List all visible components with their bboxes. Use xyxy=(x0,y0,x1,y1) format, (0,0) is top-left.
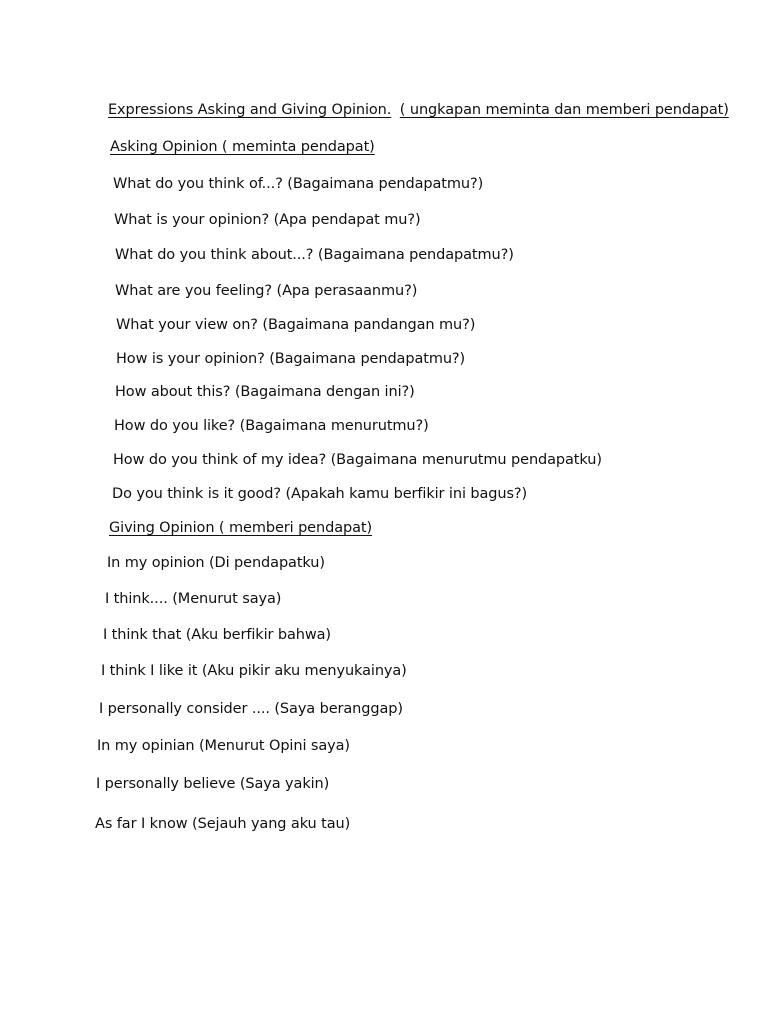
giving-item: I personally consider .... (Saya beranggap) xyxy=(99,701,403,717)
giving-item: As far I know (Sejauh yang aku tau) xyxy=(95,816,351,832)
asking-item: How is your opinion? (Bagaimana pendapatmu?) xyxy=(116,351,466,367)
giving-item: In my opinion (Di pendapatku) xyxy=(107,555,325,571)
asking-item: Do you think is it good? (Apakah kamu berfikir ini bagus?) xyxy=(112,486,528,502)
giving-item: I personally believe (Saya yakin) xyxy=(96,776,330,792)
title-right: ( ungkapan meminta dan memberi pendapat) xyxy=(399,102,729,118)
asking-item: How about this? (Bagaimana dengan ini?) xyxy=(115,384,415,400)
asking-heading: Asking Opinion ( meminta pendapat) xyxy=(110,139,375,155)
title-left: Expressions Asking and Giving Opinion. xyxy=(108,102,392,118)
giving-item: I think I like it (Aku pikir aku menyukainya) xyxy=(101,663,407,679)
asking-item: What do you think of...? (Bagaimana pendapatmu?) xyxy=(113,176,484,192)
asking-item: What your view on? (Bagaimana pandangan mu?) xyxy=(116,317,476,333)
giving-item: I think.... (Menurut saya) xyxy=(105,591,282,607)
asking-item: How do you think of my idea? (Bagaimana menurutmu pendapatku) xyxy=(113,452,602,468)
giving-item: In my opinian (Menurut Opini saya) xyxy=(97,738,350,754)
asking-item: How do you like? (Bagaimana menurutmu?) xyxy=(114,418,429,434)
asking-item: What is your opinion? (Apa pendapat mu?) xyxy=(114,212,421,228)
giving-item: I think that (Aku berfikir bahwa) xyxy=(103,627,331,643)
giving-heading: Giving Opinion ( memberi pendapat) xyxy=(109,520,373,536)
asking-item: What do you think about...? (Bagaimana pendapatmu?) xyxy=(115,247,514,263)
asking-item: What are you feeling? (Apa perasaanmu?) xyxy=(115,283,418,299)
document-title xyxy=(108,101,729,119)
